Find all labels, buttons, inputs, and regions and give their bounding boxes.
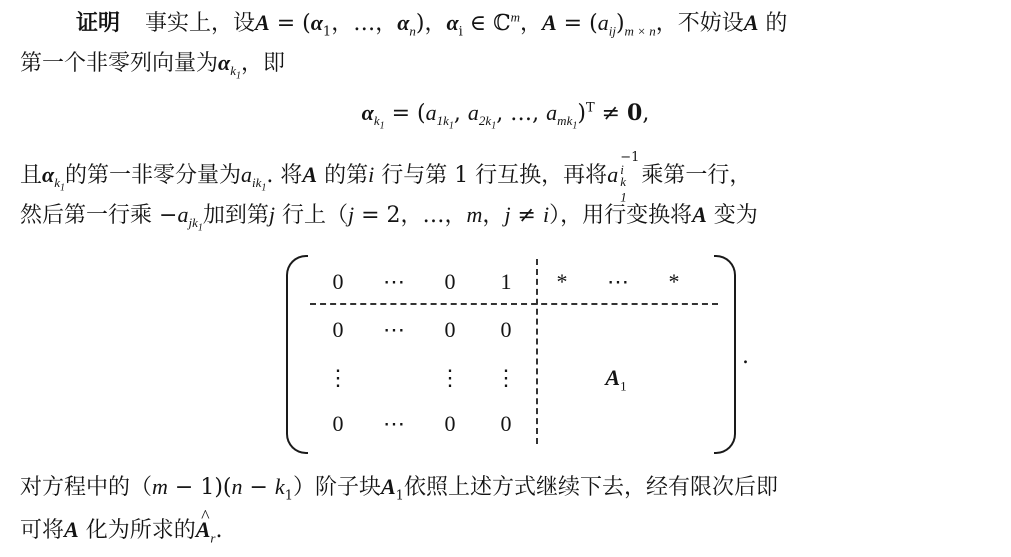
text: − 1)( bbox=[167, 475, 232, 500]
subscript: k1 bbox=[230, 63, 241, 82]
text: 的第一非零分量为 bbox=[64, 163, 241, 188]
symbol-alpha: α bbox=[361, 100, 374, 125]
symbol-a: a bbox=[607, 162, 619, 187]
text: 第一个非零列向量为 bbox=[20, 51, 219, 76]
symbol-A: A bbox=[743, 10, 759, 35]
matrix-cell: 0 bbox=[444, 269, 456, 294]
matrix-cell: 0 bbox=[444, 317, 456, 342]
symbol-k: k bbox=[274, 474, 285, 499]
subscript: 1 bbox=[284, 488, 293, 504]
matrix-cell: * bbox=[668, 269, 680, 294]
text: . 将 bbox=[266, 163, 303, 188]
symbol-n: n bbox=[231, 474, 243, 499]
matrix-cell: ⋯ bbox=[383, 411, 405, 436]
right-parenthesis bbox=[714, 255, 736, 454]
symbol-i: i bbox=[542, 202, 550, 227]
symbol-alpha: α bbox=[446, 10, 459, 35]
text: . bbox=[215, 518, 223, 543]
text: 加到第 bbox=[202, 203, 269, 228]
symbol-j: j bbox=[347, 202, 355, 227]
text: 且 bbox=[20, 163, 43, 188]
symbol-alpha: α bbox=[218, 50, 231, 75]
text: 化为所求的 bbox=[78, 518, 196, 543]
subscript: r bbox=[210, 530, 216, 546]
text: 的第 bbox=[317, 163, 369, 188]
text: ∈ ℂ bbox=[462, 11, 511, 36]
text: ≠ bbox=[594, 101, 628, 126]
text: = ( bbox=[384, 101, 426, 126]
superscript: T bbox=[585, 100, 595, 116]
text: − bbox=[242, 475, 275, 500]
symbol-a: a bbox=[597, 10, 609, 35]
text: ≠ bbox=[510, 203, 543, 228]
matrix-cell: ⋯ bbox=[383, 317, 405, 342]
symbol-A: A bbox=[64, 517, 79, 542]
text: 依照上述方式继续下去，经有限次后即 bbox=[403, 475, 778, 500]
symbol-A-hat: ^ A bbox=[196, 515, 211, 545]
text: = ( bbox=[269, 11, 311, 36]
subscript: 1k1 bbox=[436, 113, 454, 132]
symbol-a: a bbox=[425, 100, 437, 125]
subscript: 1 bbox=[322, 24, 332, 40]
text-line-3 bbox=[20, 150, 752, 205]
symbol-a: a bbox=[546, 100, 558, 125]
text: )， bbox=[415, 11, 447, 36]
text-line-6 bbox=[20, 515, 222, 546]
symbol-A: A bbox=[302, 162, 318, 187]
matrix-cell: * bbox=[556, 269, 568, 294]
text: 的 bbox=[758, 11, 788, 36]
matrix-period: . bbox=[742, 344, 749, 369]
sub-superscript: −1 i k $_1$ bbox=[620, 150, 640, 205]
block-matrix bbox=[286, 255, 736, 450]
text: ，不妨设 bbox=[655, 11, 744, 36]
subscript: n bbox=[409, 23, 416, 39]
subscript: ij bbox=[608, 23, 616, 39]
text: 然后第一行乘 − bbox=[20, 203, 178, 228]
matrix-cell: 1 bbox=[500, 269, 512, 294]
matrix-cell: 0 bbox=[332, 411, 344, 436]
vertical-dashed-divider bbox=[536, 259, 538, 444]
matrix-cell: 0 bbox=[500, 411, 512, 436]
text: 行与第 1 行互换，再将 bbox=[374, 163, 608, 188]
symbol-i: i bbox=[368, 162, 375, 187]
matrix-cell: 0 bbox=[444, 411, 456, 436]
text-line-1 bbox=[20, 8, 787, 39]
text: , …, bbox=[496, 101, 547, 126]
text: = 2，…， bbox=[354, 203, 467, 228]
text: ），用行变换将 bbox=[549, 203, 693, 228]
symbol-a: a bbox=[177, 202, 189, 227]
equation-line bbox=[0, 98, 1011, 132]
symbol-j: j bbox=[268, 202, 275, 227]
text: ， bbox=[482, 203, 505, 228]
text: 行上（ bbox=[274, 203, 348, 228]
text: 可将 bbox=[20, 518, 65, 543]
horizontal-dashed-divider bbox=[310, 303, 718, 305]
subscript: m × n bbox=[624, 23, 656, 39]
symbol-a: a bbox=[240, 162, 252, 187]
matrix-cell: 0 bbox=[332, 317, 344, 342]
matrix-cell: ⋮ bbox=[495, 365, 517, 390]
symbol-A: A bbox=[255, 10, 270, 35]
superscript: m bbox=[510, 9, 520, 25]
matrix-cell: ⋯ bbox=[607, 269, 629, 294]
subscript: jk1 bbox=[188, 215, 203, 234]
text: ，即 bbox=[240, 51, 285, 76]
text: 对方程中的（ bbox=[20, 475, 153, 500]
left-parenthesis bbox=[286, 255, 308, 454]
text-line-4 bbox=[20, 200, 758, 234]
subscript: i bbox=[458, 24, 463, 40]
subscript: k1 bbox=[373, 113, 385, 132]
symbol-j: j bbox=[504, 202, 511, 227]
symbol-m: m bbox=[152, 474, 168, 499]
text: ) bbox=[615, 11, 625, 36]
text: ，…， bbox=[331, 11, 398, 36]
symbol-alpha: α bbox=[310, 10, 323, 35]
matrix-cell: 0 bbox=[500, 317, 512, 342]
symbol-a: a bbox=[467, 100, 479, 125]
text: , bbox=[642, 101, 650, 126]
subscript: k1 bbox=[54, 175, 65, 194]
text: , bbox=[453, 101, 468, 126]
text: ， bbox=[519, 11, 542, 36]
subscript: mk1 bbox=[557, 113, 578, 132]
text: 事实上，设 bbox=[145, 11, 256, 36]
text: 乘第一行， bbox=[641, 163, 752, 188]
text: = ( bbox=[556, 11, 598, 36]
matrix-cell: ⋮ bbox=[439, 365, 461, 390]
text-line-5 bbox=[20, 472, 778, 503]
text: ）阶子块 bbox=[292, 475, 381, 500]
subscript: ik1 bbox=[251, 175, 267, 194]
matrix-cell: ⋮ bbox=[327, 365, 349, 390]
symbol-m: m bbox=[466, 202, 483, 227]
zero-vector: 0 bbox=[627, 100, 643, 126]
symbol-A: A bbox=[542, 10, 557, 35]
text: ) bbox=[577, 101, 586, 126]
matrix-cell: 0 bbox=[332, 269, 344, 294]
symbol-A: A bbox=[380, 474, 396, 499]
symbol-A: A bbox=[692, 202, 707, 227]
proof-label: 证明 bbox=[76, 10, 121, 36]
symbol-alpha: α bbox=[397, 10, 410, 35]
text-line-2 bbox=[20, 48, 285, 82]
matrix-cell: ⋯ bbox=[383, 269, 405, 294]
subscript: 2k1 bbox=[478, 113, 497, 132]
submatrix-A1: $A_1$ bbox=[605, 365, 627, 394]
symbol-alpha: α bbox=[42, 162, 55, 187]
subscript: 1 bbox=[395, 488, 404, 504]
text: 变为 bbox=[706, 203, 758, 228]
